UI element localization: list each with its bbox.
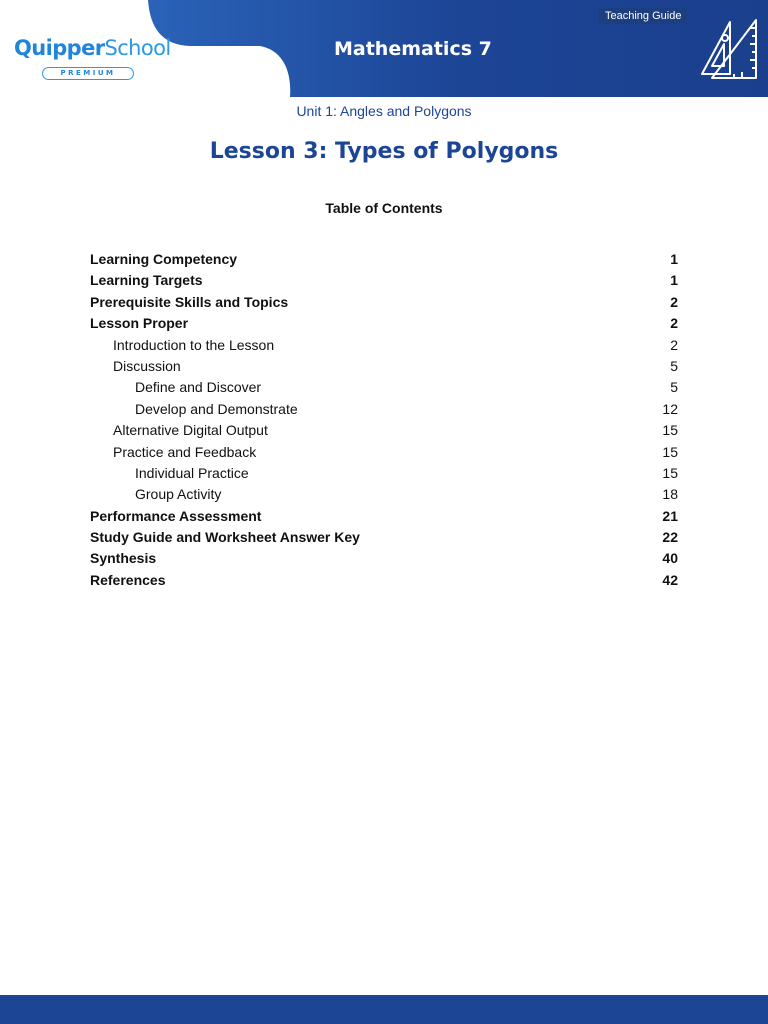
toc-entry-label: Introduction to the Lesson bbox=[113, 336, 275, 353]
toc-entry-label: Alternative Digital Output bbox=[113, 422, 268, 439]
toc-entry[interactable] bbox=[90, 335, 678, 356]
toc-entry-page: 22 bbox=[662, 529, 678, 546]
toc-entry[interactable] bbox=[90, 313, 678, 334]
toc-entry-label: Develop and Demonstrate bbox=[135, 400, 298, 417]
toc-entry-page: 2 bbox=[670, 336, 678, 353]
unit-heading: Unit 1: Angles and Polygons bbox=[296, 103, 472, 119]
toc-entry-page: 1 bbox=[670, 251, 678, 267]
toc-entry[interactable] bbox=[90, 270, 678, 291]
table-of-contents bbox=[90, 249, 678, 591]
toc-entry[interactable] bbox=[90, 292, 678, 313]
toc-entry[interactable] bbox=[90, 484, 678, 505]
toc-entry-page: 21 bbox=[662, 507, 678, 524]
toc-entry-page: 40 bbox=[662, 550, 678, 567]
toc-entry-label: Synthesis bbox=[90, 550, 157, 567]
toc-entry[interactable] bbox=[90, 377, 678, 398]
toc-entry[interactable] bbox=[90, 548, 678, 569]
toc-entry-page: 2 bbox=[670, 293, 678, 310]
toc-entry-label: Define and Discover bbox=[135, 379, 262, 396]
teaching-guide-badge: Teaching Guide bbox=[599, 8, 687, 24]
toc-entry[interactable] bbox=[90, 399, 678, 420]
premium-tag: PREMIUM bbox=[42, 67, 134, 80]
toc-entry-label: Lesson Proper bbox=[90, 315, 189, 332]
toc-entry[interactable] bbox=[90, 570, 678, 591]
toc-entry-page: 18 bbox=[662, 486, 678, 503]
toc-entry-page: 42 bbox=[662, 571, 678, 588]
set-square-ruler-icon bbox=[698, 18, 760, 80]
toc-entry-label: Practice and Feedback bbox=[113, 443, 257, 460]
toc-entry-label: References bbox=[90, 571, 166, 588]
toc-entry-page: 2 bbox=[670, 315, 678, 332]
quipper-school-logo bbox=[14, 36, 171, 77]
toc-entry-label: Performance Assessment bbox=[90, 507, 262, 524]
page-header bbox=[0, 0, 768, 100]
toc-entry-label: Prerequisite Skills and Topics bbox=[90, 293, 289, 310]
toc-entry-page: 15 bbox=[662, 464, 678, 481]
toc-entry-label: Learning Competency bbox=[90, 251, 238, 267]
logo-wordmark: QuipperSchool bbox=[14, 36, 171, 60]
toc-entry-label: Group Activity bbox=[135, 486, 222, 503]
toc-entry-page: 5 bbox=[670, 357, 678, 374]
subject-title: Mathematics 7 bbox=[334, 38, 492, 60]
toc-entry-page: 1 bbox=[670, 272, 678, 289]
footer-bar bbox=[0, 995, 768, 1024]
toc-entry[interactable] bbox=[90, 442, 678, 463]
toc-entry-label: Individual Practice bbox=[135, 464, 249, 481]
toc-entry[interactable] bbox=[90, 356, 678, 377]
toc-entry[interactable] bbox=[90, 249, 678, 270]
toc-entry-page: 15 bbox=[662, 422, 678, 439]
toc-entry[interactable] bbox=[90, 463, 678, 484]
toc-entry-page: 15 bbox=[662, 443, 678, 460]
toc-entry-label: Learning Targets bbox=[90, 272, 203, 289]
toc-entry-label: Study Guide and Worksheet Answer Key bbox=[90, 529, 360, 546]
toc-entry[interactable] bbox=[90, 506, 678, 527]
toc-entry-page: 5 bbox=[670, 379, 678, 396]
toc-entry-label: Discussion bbox=[113, 357, 181, 374]
toc-entry[interactable] bbox=[90, 527, 678, 548]
toc-entry-page: 12 bbox=[662, 400, 678, 417]
lesson-title: Lesson 3: Types of Polygons bbox=[209, 139, 559, 164]
toc-entry[interactable] bbox=[90, 420, 678, 441]
toc-title: Table of Contents bbox=[325, 200, 443, 216]
